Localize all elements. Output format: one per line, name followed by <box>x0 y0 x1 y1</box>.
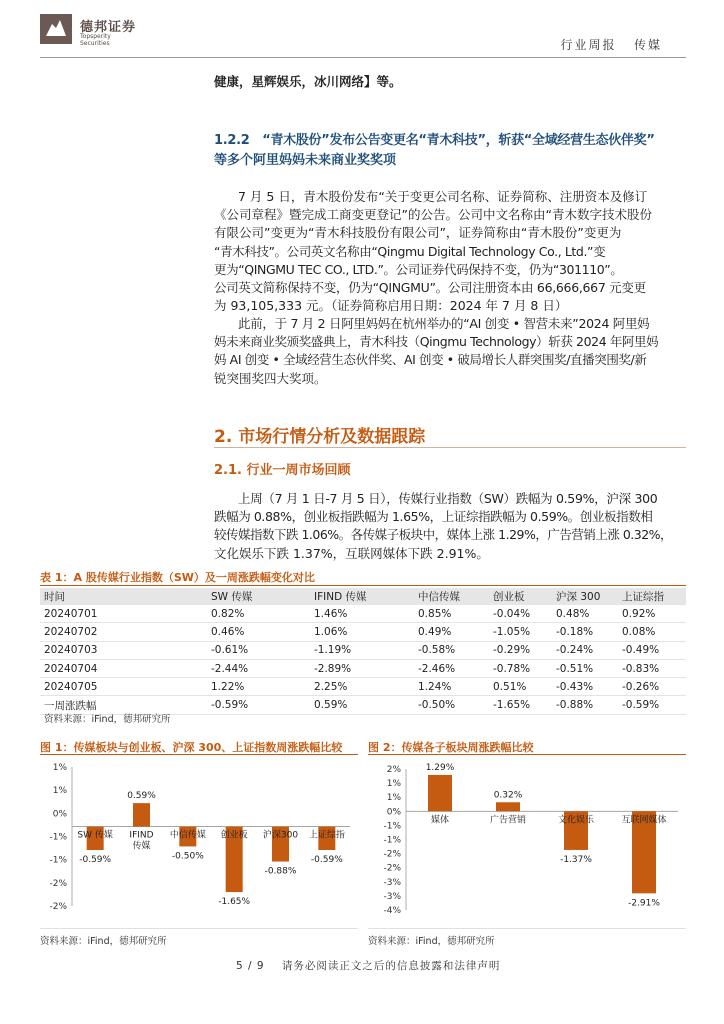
table-cell: -0.59% <box>207 696 310 714</box>
text-line: 《公司章程》暨完成工商变更登记”的公告。公司中文名称由“青木数字技术股份 <box>214 207 652 223</box>
table-cell: 20240705 <box>40 678 207 696</box>
section-title-line: 1.2.2 “青木股份”发布公告变更名“青木科技”，斩获“全域经营生态伙伴奖” <box>214 133 655 148</box>
text-line: 跌幅为 0.88%，创业板指跌幅为 1.65%，上证综指跌幅为 0.59%。创业板指数相 <box>214 509 653 525</box>
table-cell: 20240704 <box>40 659 207 677</box>
sector-name: 传媒 <box>633 38 662 52</box>
figure-2-bottom-divider <box>368 928 686 929</box>
table-cell: 2.25% <box>310 678 414 696</box>
y-tick-label: -1% <box>383 835 401 846</box>
table-cell: 0.85% <box>414 605 489 623</box>
disclaimer-notice: 请务必阅读正文之后的信息披露和法律声明 <box>281 960 501 972</box>
y-tick-label: 1% <box>386 793 401 804</box>
table-cell: 0.48% <box>552 605 618 623</box>
y-tick-label: -1% <box>49 855 67 866</box>
column-header: 上证综指 <box>618 588 686 605</box>
table-cell: -0.24% <box>552 641 618 659</box>
text-line: 为 93,105,333 元。（证券简称启用日期：2024 年 7 月 8 日） <box>214 298 568 314</box>
table-1-source: 资料来源：iFind，德邦研究所 <box>44 714 171 725</box>
table-cell: 一周涨跌幅 <box>40 696 207 714</box>
table-cell: -0.29% <box>489 641 552 659</box>
text-line: 更为“QINGMU TEC CO., LTD.”。公司证券代码保持不变，仍为“301110”。 <box>214 261 623 277</box>
category-label: 文化娱乐 <box>557 815 595 826</box>
logo-english-name: Topsperity Securities <box>80 33 111 47</box>
y-tick-label: 0% <box>52 809 67 820</box>
figure-2-caption: 图 2：传媒各子板块周涨跌幅比较 <box>368 741 534 754</box>
table-cell: -0.50% <box>414 696 489 714</box>
table-cell: -0.43% <box>552 678 618 696</box>
table-cell: 0.08% <box>618 623 686 641</box>
table-cell: -0.04% <box>489 605 552 623</box>
table-caption-divider <box>40 585 686 586</box>
section-title-line: 等多个阿里妈妈未来商业奖奖项 <box>214 153 397 168</box>
table-cell: 1.46% <box>310 605 414 623</box>
table-cell: 20240703 <box>40 641 207 659</box>
text-line: 妈 AI 创变 • 全域经营生态伙伴奖、AI 创变 • 破局增长人群突围奖/直播突围奖/新 <box>214 352 647 368</box>
table-cell: -0.88% <box>552 696 618 714</box>
bar <box>133 803 150 826</box>
table-cell: -0.58% <box>414 641 489 659</box>
table-cell: 0.46% <box>207 623 310 641</box>
data-label: -0.59% <box>310 855 343 866</box>
figure-1-bottom-divider <box>40 928 358 929</box>
paragraph-qingmu-rename <box>214 188 686 315</box>
figure-2-caption-divider <box>368 754 686 755</box>
data-label: 1.29% <box>425 762 455 773</box>
section-1-2-2-title <box>214 131 694 171</box>
column-header: 创业板 <box>489 588 552 605</box>
table-cell: -1.05% <box>489 623 552 641</box>
paragraph-market-review <box>214 490 686 563</box>
table-row <box>40 623 686 641</box>
text-line: 公司英文简称保持不变，仍为“QINGMU”。公司注册资本由 66,666,667 元变更 <box>214 280 646 296</box>
y-tick-label: -4% <box>383 906 401 916</box>
table-cell: 1.24% <box>414 678 489 696</box>
table-cell: -1.19% <box>310 641 414 659</box>
data-label: -0.88% <box>264 866 297 877</box>
figure-1-chart <box>40 756 358 926</box>
table-cell: -0.83% <box>618 659 686 677</box>
data-label: -0.59% <box>79 855 112 866</box>
category-label: 创业板 <box>220 830 248 841</box>
category-label: 沪深300 <box>262 830 299 841</box>
table-cell: -0.18% <box>552 623 618 641</box>
column-header: 时间 <box>40 588 207 605</box>
table-cell: 0.49% <box>414 623 489 641</box>
table-cell: -1.65% <box>489 696 552 714</box>
header-divider <box>40 57 686 58</box>
data-label: -0.50% <box>171 851 204 862</box>
text-line: 锐突围奖四大奖项。 <box>214 370 327 386</box>
table-1-caption: 表 1：A 股传媒行业指数（SW）及一周涨跌幅变化对比 <box>40 571 315 584</box>
column-header: 沪深 300 <box>552 588 618 605</box>
table-cell: 0.82% <box>207 605 310 623</box>
text-line: 较传媒指数下跌 1.06%。各传媒子板块中，媒体上涨 1.29%，广告营销上涨 0.32%， <box>214 527 673 543</box>
y-tick-label: -2% <box>49 902 67 912</box>
data-label: -1.37% <box>560 854 592 865</box>
table-cell: -2.44% <box>207 659 310 677</box>
y-tick-label: 0% <box>386 807 401 818</box>
category-label: 媒体 <box>430 815 450 826</box>
page-footer <box>236 958 500 973</box>
column-header: SW 传媒 <box>207 588 310 605</box>
category-label: SW 传媒 <box>77 830 113 841</box>
table-cell: -0.49% <box>618 641 686 659</box>
category-label: 上证综指 <box>308 830 345 841</box>
data-label: -1.65% <box>218 897 251 908</box>
y-tick-label: -1% <box>49 832 67 843</box>
text-line: 此前，于 7 月 2 日阿里妈妈在杭州举办的“AI 创变 • 智营未来”2024 阿里妈 <box>238 316 650 331</box>
table-cell: -0.78% <box>489 659 552 677</box>
column-header: 中信传媒 <box>414 588 489 605</box>
figure-1-caption-divider <box>40 754 358 755</box>
table-cell: 0.92% <box>618 605 686 623</box>
data-label: 0.59% <box>127 791 156 802</box>
category-label: 传媒 <box>132 841 151 852</box>
y-tick-label: 1% <box>52 786 67 797</box>
text-line: “青木科技”。公司英文名称由“Qingmu Digital Technology Co., Ltd.”变 <box>214 243 606 259</box>
table-cell: 1.22% <box>207 678 310 696</box>
continued-text: 健康，星辉娱乐，冰川网络】等。 <box>214 74 402 89</box>
table-header-row <box>40 588 686 605</box>
column-header: IFIND 传媒 <box>310 588 414 605</box>
text-line: 上周（7 月 1 日-7 月 5 日），传媒行业指数（SW）跌幅为 0.59%，沪深 300 <box>238 491 658 506</box>
y-tick-label: 1% <box>52 763 67 773</box>
category-label: 广告营销 <box>489 815 527 826</box>
table-cell: 1.06% <box>310 623 414 641</box>
header-category <box>561 36 662 53</box>
y-tick-label: 1% <box>386 779 401 790</box>
table-cell: -2.89% <box>310 659 414 677</box>
text-line: 7 月 5 日，青木股份发布“关于变更公司名称、证券简称、注册资本及修订 <box>238 189 648 204</box>
logo-name: 德邦证券 <box>80 20 137 35</box>
y-tick-label: -2% <box>383 863 401 874</box>
figure-1-source: 资料来源：iFind，德邦研究所 <box>40 936 167 947</box>
y-tick-label: 2% <box>386 765 401 775</box>
category-label: IFIND <box>129 830 154 841</box>
report-type: 行业周报 <box>560 38 617 52</box>
text-line: 文化娱乐下跌 1.37%，互联网媒体下跌 2.91%。 <box>214 545 489 561</box>
company-logo <box>40 12 140 48</box>
y-tick-label: -2% <box>49 878 67 889</box>
y-tick-label: -3% <box>383 877 401 888</box>
table-row <box>40 678 686 696</box>
section-divider <box>214 447 686 448</box>
table-row <box>40 605 686 623</box>
text-line: 有限公司”变更为“青木科技股份有限公司”，证券简称由“青木股份”变更为 <box>214 225 622 241</box>
table-cell: 0.59% <box>310 696 414 714</box>
table-cell: 20240701 <box>40 605 207 623</box>
text-line: 妈未来商业奖颁奖盛典上，青木科技（Qingmu Technology）斩获 2024 年阿里妈 <box>214 334 659 350</box>
table-row <box>40 659 686 677</box>
section-2-title: 2. 市场行情分析及数据跟踪 <box>214 427 426 447</box>
table-cell: -0.51% <box>552 659 618 677</box>
y-tick-label: -1% <box>383 821 401 832</box>
y-tick-label: -3% <box>383 891 401 902</box>
figure-2-source: 资料来源：iFind，德邦研究所 <box>368 936 495 947</box>
table-cell: -0.61% <box>207 641 310 659</box>
figure-2-chart <box>368 756 686 926</box>
page-number: 5 / 9 <box>236 960 265 972</box>
data-label: -2.91% <box>628 898 660 909</box>
y-tick-label: -2% <box>383 849 401 860</box>
category-label: 中信传媒 <box>169 830 206 841</box>
table-row <box>40 641 686 659</box>
table-cell: 0.51% <box>489 678 552 696</box>
bar <box>428 775 452 811</box>
data-label: 0.32% <box>493 790 523 801</box>
category-label: 互联网媒体 <box>621 815 667 826</box>
table-cell: -0.26% <box>618 678 686 696</box>
table-cell: 20240702 <box>40 623 207 641</box>
figure-1-caption: 图 1：传媒板块与创业板、沪深 300、上证指数周涨跌幅比较 <box>40 741 343 754</box>
index-change-table <box>40 588 686 715</box>
section-2-1-title: 2.1. 行业一周市场回顾 <box>214 463 351 478</box>
logo-mark-icon <box>40 14 72 44</box>
paragraph-alimama-award <box>214 315 686 388</box>
table-cell: -2.46% <box>414 659 489 677</box>
bar <box>496 802 520 811</box>
table-cell: -0.59% <box>618 696 686 714</box>
